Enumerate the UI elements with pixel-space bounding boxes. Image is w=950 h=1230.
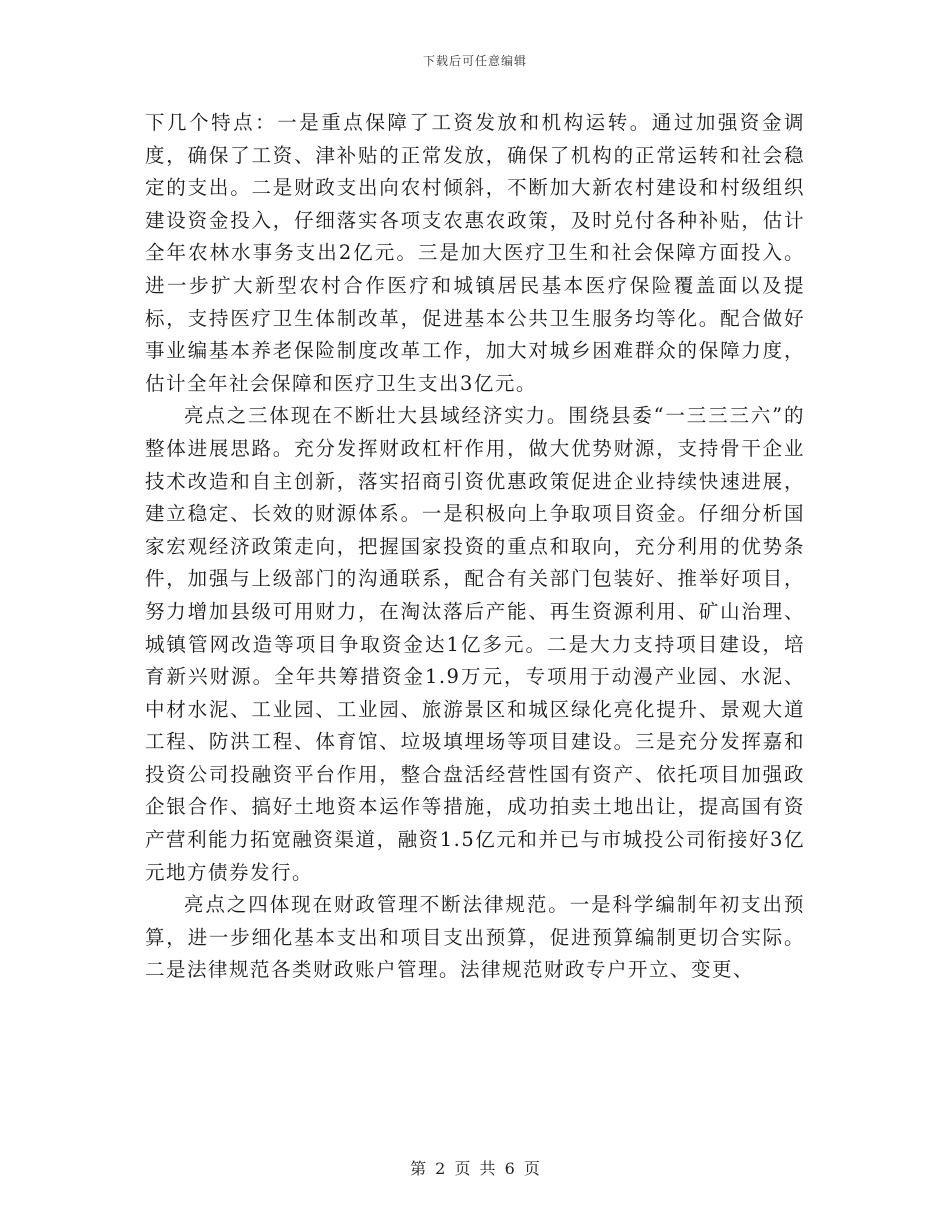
document-body [145, 107, 805, 987]
paragraph-highlight-three: 亮点之三体现在不断壮大县域经济实力。围绕县委“一三三三六”的整体进展思路。充分发挥财政杠杆作用，做大优势财源，支持骨干企业技术改造和自主创新，落实招商引资优惠政策促进企业持续快速进展，建立稳定、长效的财源体系。一是积极向上争取项目资金。仔细分析国家宏观经济政策走向，把握国家投资的重点和取向，充分利用的优势条件，加强与上级部门的沟通联系，配合有关部门包装好、推举好项目，努力增加县级可用财力，在淘汰落后产能、再生资源利用、矿山治理、城镇管网改造等项目争取资金达1亿多元。二是大力支持项目建设，培育新兴财源。全年共筹措资金1.9万元，专项用于动漫产业园、水泥、中材水泥、工业园、工业园、旅游景区和城区绿化亮化提升、景观大道工程、防洪工程、体育馆、垃圾填埋场等项目建设。三是充分发挥嘉和投资公司投融资平台作用，整合盘活经营性国有资产、依托项目加强政企银合作、搞好土地资本运作等措施，成功拍卖土地出让，提高国有资产营利能力拓宽融资渠道，融资1.5亿元和并已与市城投公司衔接好3亿元地方债券发行。 [145, 404, 805, 884]
paragraph-continuation: 下几个特点：一是重点保障了工资发放和机构运转。通过加强资金调度，确保了工资、津补贴的正常发放，确保了机构的正常运转和社会稳定的支出。二是财政支出向农村倾斜，不断加大新农村建设和村级组织建设资金投入，仔细落实各项支农惠农政策，及时兑付各种补贴，估计全年农林水事务支出2亿元。三是加大医疗卫生和社会保障方面投入。进一步扩大新型农村合作医疗和城镇居民基本医疗保险覆盖面以及提标，支持医疗卫生体制改革，促进基本公共卫生服务均等化。配合做好事业编基本养老保险制度改革工作，加大对城乡困难群众的保障力度，估计全年社会保障和医疗卫生支出3亿元。 [145, 111, 805, 395]
page-number: 第 2 页 共 6 页 [410, 1159, 540, 1178]
paragraph-highlight-four: 亮点之四体现在财政管理不断法律规范。一是科学编制年初支出预算，进一步细化基本支出和项目支出预算，促进预算编制更切合实际。二是法律规范各类财政账户管理。法律规范财政专户开立、变更、 [145, 893, 805, 982]
page-header-note: 下载后可任意编辑 [422, 54, 527, 68]
